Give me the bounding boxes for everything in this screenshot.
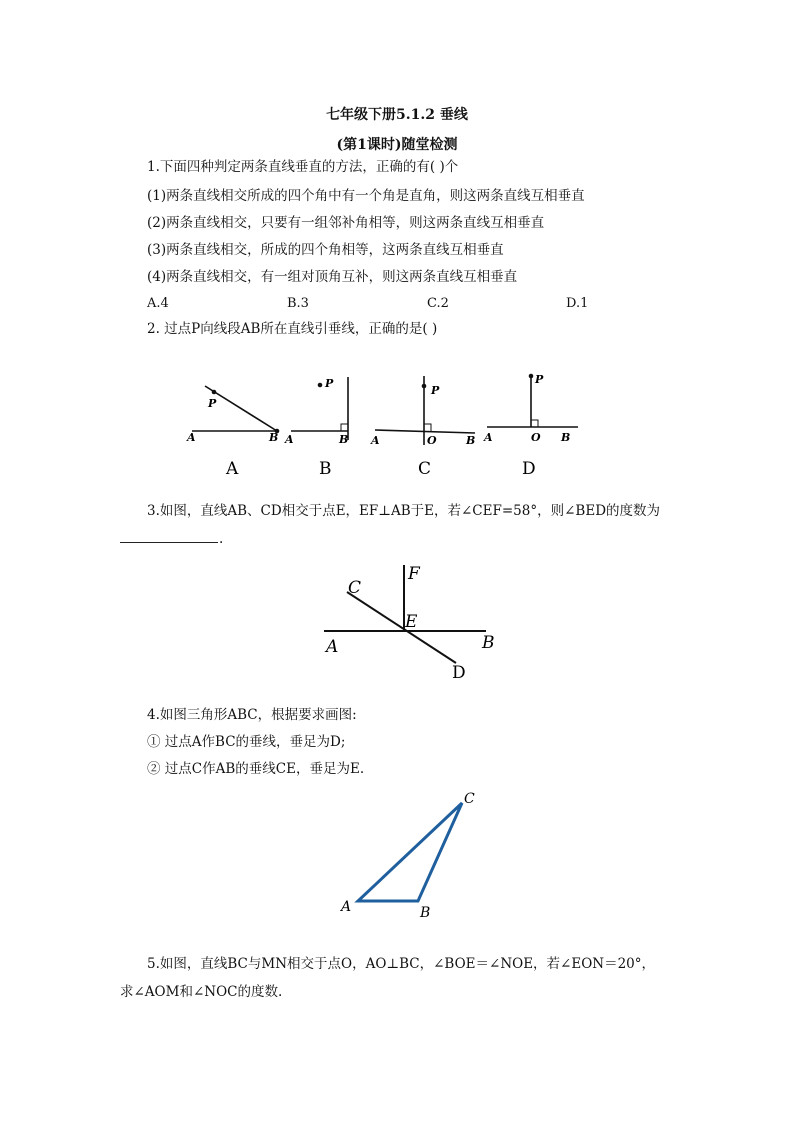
q2-b-point-p [318, 383, 323, 388]
q3-label-f: F [408, 564, 420, 584]
q2-choice-d[interactable]: D [522, 459, 536, 479]
q2-a-label-b: B [269, 431, 279, 444]
q2-c-label-p: P [431, 384, 440, 397]
q2-c-label-b: B [466, 434, 476, 447]
q2-a-point-p [212, 390, 217, 395]
q2-stem: 2. 过点P向线段AB所在直线引垂线，正确的是( ) [147, 321, 438, 337]
q3-period: . [219, 531, 224, 547]
q2-choice-a[interactable]: A [226, 459, 239, 479]
q2-b-label-p: P [325, 377, 334, 390]
q4-item-2: ② 过点C作AB的垂线CE，垂足为E. [147, 761, 365, 777]
page-title: 七年级下册5.1.2 垂线 [326, 107, 468, 123]
q2-d-point-p [529, 374, 534, 379]
q1-option-b: B.3 [287, 296, 309, 311]
q2-d-label-b: B [561, 431, 571, 444]
q2-a-label-a: A [187, 431, 196, 444]
q1-item-2: (2)两条直线相交，只要有一组邻补角相等，则这两条直线互相垂直 [147, 215, 545, 231]
page-subtitle: (第1课时)随堂检测 [336, 137, 458, 153]
q4-item-1: ① 过点A作BC的垂线，垂足为D; [147, 734, 346, 750]
q3-label-d: D [452, 663, 466, 683]
q2-b-label-b: B [339, 433, 349, 446]
q5-line-1: 5.如图，直线BC与MN相交于点O，AO⊥BC，∠BOE＝∠NOE，若∠EON＝20°， [147, 956, 656, 972]
q2-figure-a [192, 386, 277, 431]
q2-d-label-a: A [484, 431, 493, 444]
q3-label-a: A [326, 637, 339, 657]
q3-label-b: B [482, 633, 495, 653]
q2-a-label-p: P [208, 397, 217, 410]
q2-choice-b[interactable]: B [319, 459, 332, 479]
q2-c-label-a: A [371, 434, 380, 447]
q4-label-a: A [341, 899, 352, 915]
q2-c-label-o: O [427, 434, 437, 447]
q4-label-c: C [464, 791, 475, 807]
q3-label-c: C [348, 578, 362, 598]
q3-label-e: E [405, 612, 418, 632]
q1-item-1: (1)两条直线相交所成的四个角中有一个角是直角，则这两条直线互相垂直 [147, 188, 585, 204]
q2-figure-d [487, 376, 578, 427]
q2-b-label-a: A [285, 433, 294, 446]
q2-d-label-o: O [531, 431, 541, 444]
q1-option-a: A.4 [147, 296, 169, 311]
q1-stem: 1.下面四种判定两条直线垂直的方法，正确的有( )个 [147, 159, 459, 175]
q4-triangle [358, 803, 462, 901]
q4-stem: 4.如图三角形ABC，根据要求画图: [147, 707, 357, 723]
q1-item-4: (4)两条直线相交，有一组对顶角互补，则这两条直线互相垂直 [147, 269, 518, 285]
q1-option-d: D.1 [566, 296, 589, 311]
q3-stem: 3.如图，直线AB、CD相交于点E，EF⊥AB于E，若∠CEF=58°，则∠BED的度数为 [147, 503, 661, 519]
q2-c-point-p [422, 384, 427, 389]
q4-label-b: B [420, 905, 431, 921]
q1-item-3: (3)两条直线相交，所成的四个角相等，这两条直线互相垂直 [147, 242, 504, 258]
q5-line-2: 求∠AOM和∠NOC的度数. [120, 984, 283, 1000]
q2-d-label-p: P [535, 373, 544, 386]
q2-choice-c[interactable]: C [418, 459, 432, 479]
q1-option-c: C.2 [427, 296, 449, 311]
